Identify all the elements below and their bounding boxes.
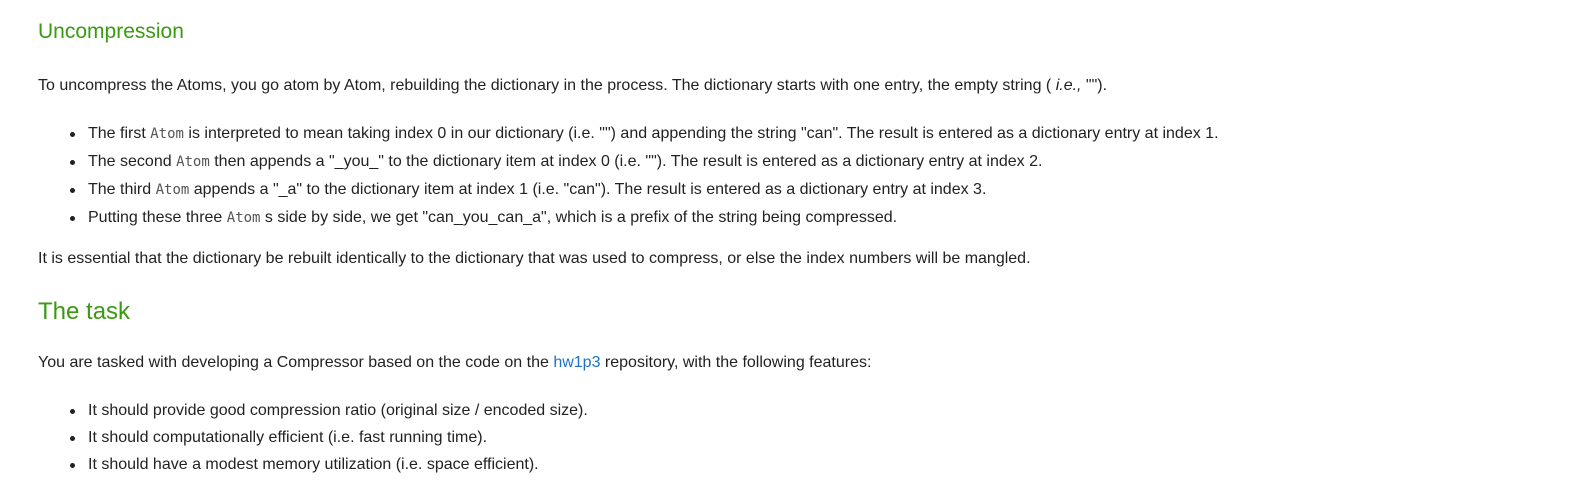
item-text-after: s side by side, we get "can_you_can_a", which is a prefix of the string being compressed. bbox=[260, 209, 898, 226]
hw1p3-link[interactable]: hw1p3 bbox=[553, 354, 601, 371]
list-item bbox=[38, 120, 1219, 148]
list-item: It should computationally efficient (i.e. fast running time). bbox=[38, 424, 588, 451]
item-text-after: is interpreted to mean taking index 0 in our dictionary (i.e. "") and appending the string "can". The result is entered as a dictionary entry at index 1. bbox=[183, 125, 1219, 142]
intro-text-before: To uncompress the Atoms, you go atom by Atom, rebuilding the dictionary in the process. The dictionary starts with one entry, the empty string ( bbox=[38, 77, 1056, 94]
list-item: It should provide good compression ratio (original size / encoded size). bbox=[38, 397, 588, 424]
intro-text-after: ""). bbox=[1081, 77, 1108, 94]
task-intro bbox=[38, 352, 871, 374]
task-features-list bbox=[38, 397, 588, 478]
item-text-before: The third bbox=[88, 181, 156, 198]
item-text-after: then appends a "_you_" to the dictionary item at index 0 (i.e. ""). The result is entered as a dictionary entry at index 2. bbox=[209, 153, 1043, 170]
bullet-icon bbox=[70, 463, 75, 468]
bullet-icon bbox=[70, 160, 75, 165]
task-intro-before: You are tasked with developing a Compressor based on the code on the bbox=[38, 354, 554, 371]
atom-code: Atom bbox=[226, 210, 261, 226]
bullet-icon bbox=[70, 216, 75, 221]
bullet-icon bbox=[70, 409, 75, 414]
item-text-before: The first bbox=[88, 125, 151, 142]
uncompression-closing: It is essential that the dictionary be rebuilt identically to the dictionary that was used to compress, or else the index numbers will be mangled. bbox=[38, 250, 1031, 267]
list-item: It should have a modest memory utilization (i.e. space efficient). bbox=[38, 451, 588, 478]
list-item bbox=[38, 204, 1219, 232]
bullet-icon bbox=[70, 188, 75, 193]
atom-code: Atom bbox=[155, 182, 190, 198]
bullet-icon bbox=[70, 132, 75, 137]
intro-italic-ie: i.e., bbox=[1055, 77, 1082, 94]
item-text-before: Putting these three bbox=[88, 209, 227, 226]
uncompression-heading: Uncompression bbox=[38, 20, 184, 43]
list-item bbox=[38, 176, 1219, 204]
item-text-after: appends a "_a" to the dictionary item at index 1 (i.e. "can"). The result is entered as a dictionary entry at index 3. bbox=[189, 181, 987, 198]
uncompression-steps-list bbox=[38, 120, 1219, 232]
task-heading: The task bbox=[38, 298, 131, 325]
item-text-before: The second bbox=[88, 153, 177, 170]
uncompression-intro bbox=[38, 75, 1107, 97]
atom-code: Atom bbox=[150, 126, 184, 142]
task-intro-after: repository, with the following features: bbox=[600, 354, 872, 371]
atom-code: Atom bbox=[176, 154, 210, 170]
bullet-icon bbox=[70, 436, 75, 441]
list-item bbox=[38, 148, 1219, 176]
